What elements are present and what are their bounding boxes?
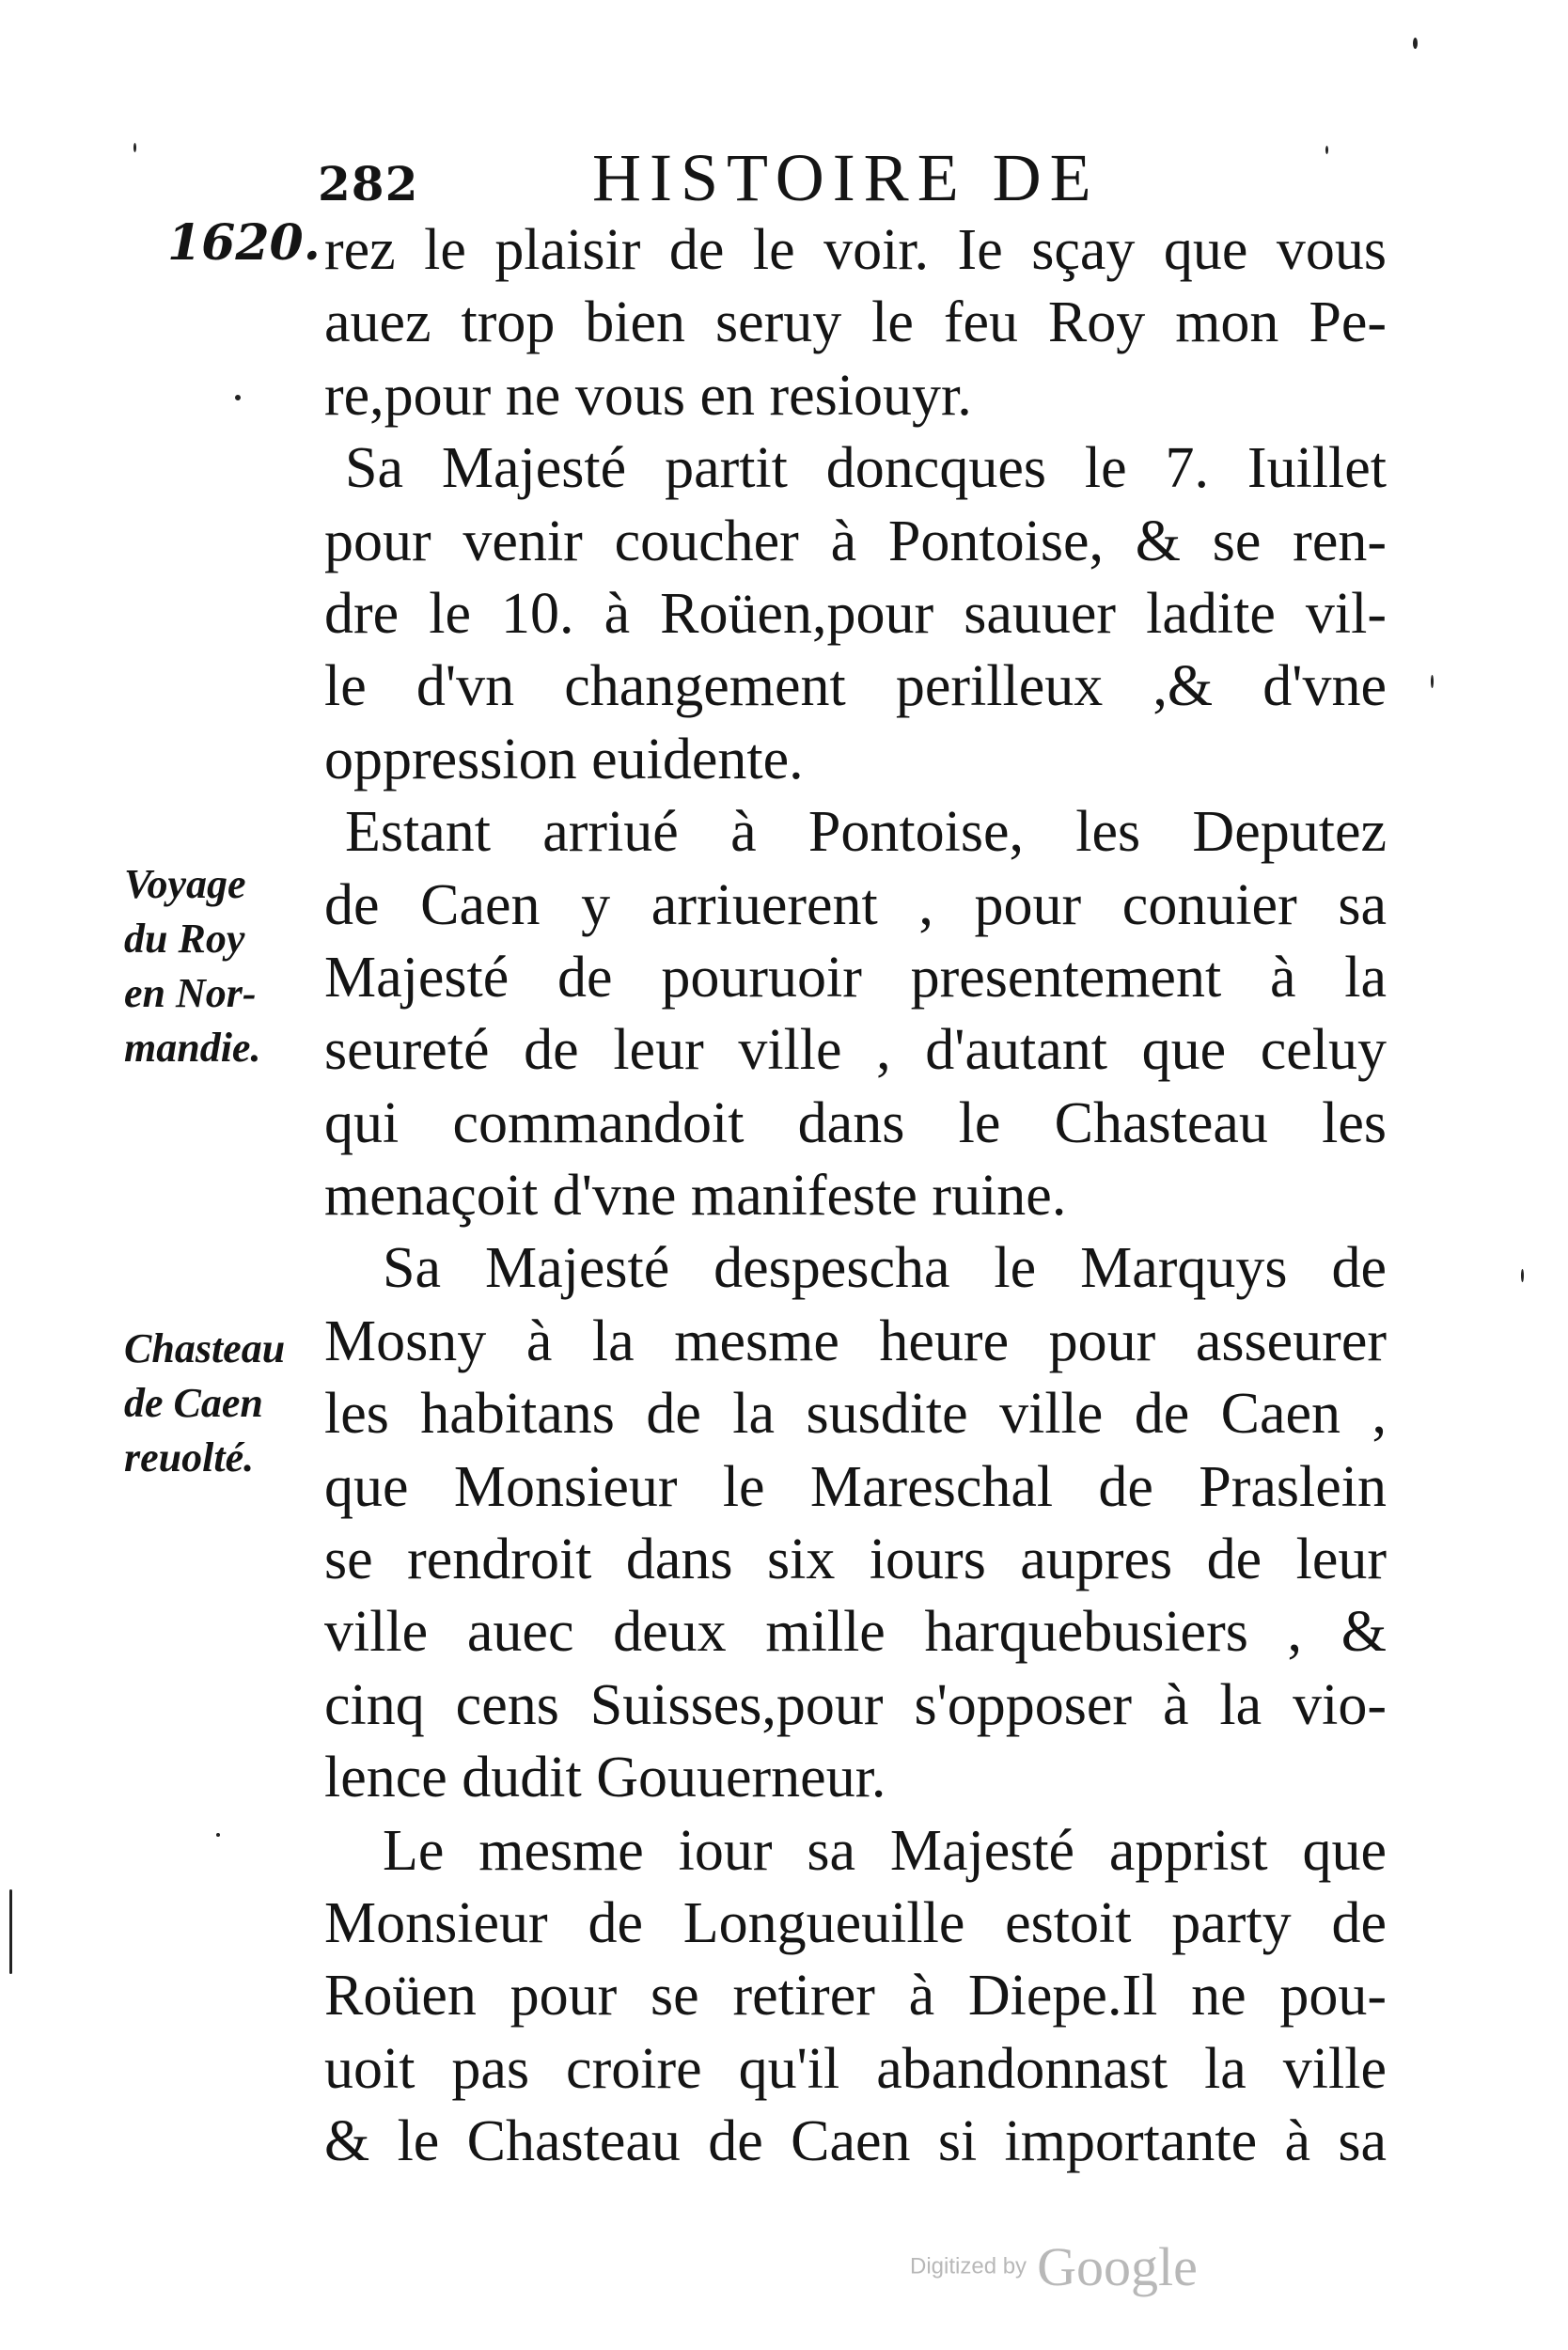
- text-line: re,pour ne vous en resiouyr.: [324, 363, 972, 428]
- text-line: cinq cens Suisses,pour s'opposer à la vio-: [324, 1672, 1387, 1737]
- margin-note-line: reuolté.: [124, 1434, 255, 1480]
- margin-year: 1620.: [167, 214, 321, 272]
- text-line: & le Chasteau de Caen si importante à sa: [324, 2109, 1387, 2174]
- text-line: qui commandoit dans le Chasteau les: [324, 1090, 1387, 1155]
- scan-speck: [9, 1889, 12, 1974]
- margin-note-line: en Nor-: [124, 970, 257, 1016]
- running-title: HISTOIRE DE: [592, 140, 1100, 215]
- margin-note-voyage: [124, 857, 260, 1075]
- margin-note-line: du Roy: [124, 916, 245, 962]
- text-line: Sa Majesté partit doncques le 7. Iuillet: [345, 436, 1387, 501]
- text-line: auez trop bien seruy le feu Roy mon Pe-: [324, 290, 1387, 355]
- margin-note-line: mandie.: [124, 1025, 261, 1071]
- digitized-watermark: [910, 2235, 1198, 2298]
- text-line: uoit pas croire qu'il abandonnast la ville: [324, 2036, 1387, 2101]
- text-line: Roüen pour se retirer à Diepe.Il ne pou-: [324, 1964, 1387, 2029]
- scan-speck: [133, 143, 136, 152]
- text-line: seureté de leur ville , d'autant que celuy: [324, 1018, 1387, 1083]
- scan-speck: [1431, 675, 1434, 688]
- margin-note-line: Chasteau: [124, 1325, 286, 1371]
- text-line: Le mesme iour sa Majesté apprist que: [383, 1818, 1387, 1883]
- text-line: ville auec deux mille harquebusiers , &: [324, 1600, 1387, 1665]
- text-line: Monsieur de Longueuille estoit party de: [324, 1890, 1387, 1955]
- text-line: rez le plaisir de le voir. Ie sçay que vous: [324, 218, 1387, 282]
- margin-note-line: de Caen: [124, 1380, 263, 1426]
- scan-speck: [1521, 1269, 1524, 1282]
- page-number: 282: [318, 156, 419, 212]
- margin-note-chasteau: [124, 1322, 285, 1485]
- text-line: de Caen y arriuerent , pour conuier sa: [324, 872, 1387, 937]
- scan-speck: [1325, 146, 1328, 154]
- google-logo: Google: [1037, 2236, 1198, 2297]
- text-line: Mosny à la mesme heure pour asseurer: [324, 1308, 1387, 1373]
- scan-speck: [216, 1833, 220, 1837]
- text-line: oppression euidente.: [324, 727, 804, 791]
- text-line: dre le 10. à Roüen,pour sauuer ladite vil-: [324, 581, 1387, 646]
- text-line: se rendroit dans six iours aupres de leur: [324, 1528, 1387, 1592]
- digitized-label: Digitized by: [910, 2253, 1027, 2280]
- text-line: lence dudit Gouuerneur.: [324, 1746, 886, 1810]
- text-line: Sa Majesté despescha le Marquys de: [383, 1236, 1387, 1301]
- text-line: Estant arriué à Pontoise, les Deputez: [345, 800, 1387, 865]
- text-line: le d'vn changement perilleux ,& d'vne: [324, 654, 1387, 719]
- text-line: que Monsieur le Mareschal de Praslein: [324, 1454, 1387, 1519]
- running-head: [310, 139, 1184, 214]
- margin-note-line: Voyage: [124, 861, 246, 907]
- text-line: les habitans de la susdite ville de Caen ,: [324, 1382, 1387, 1447]
- scan-speck: [235, 395, 241, 400]
- text-line: pour venir coucher à Pontoise, & se ren-: [324, 509, 1387, 573]
- body-text: [324, 214, 1387, 2179]
- text-line: Majesté de pouruoir presentement à la: [324, 945, 1387, 1010]
- scan-speck: [1413, 38, 1418, 49]
- text-line: menaçoit d'vne manifeste ruine.: [324, 1164, 1067, 1229]
